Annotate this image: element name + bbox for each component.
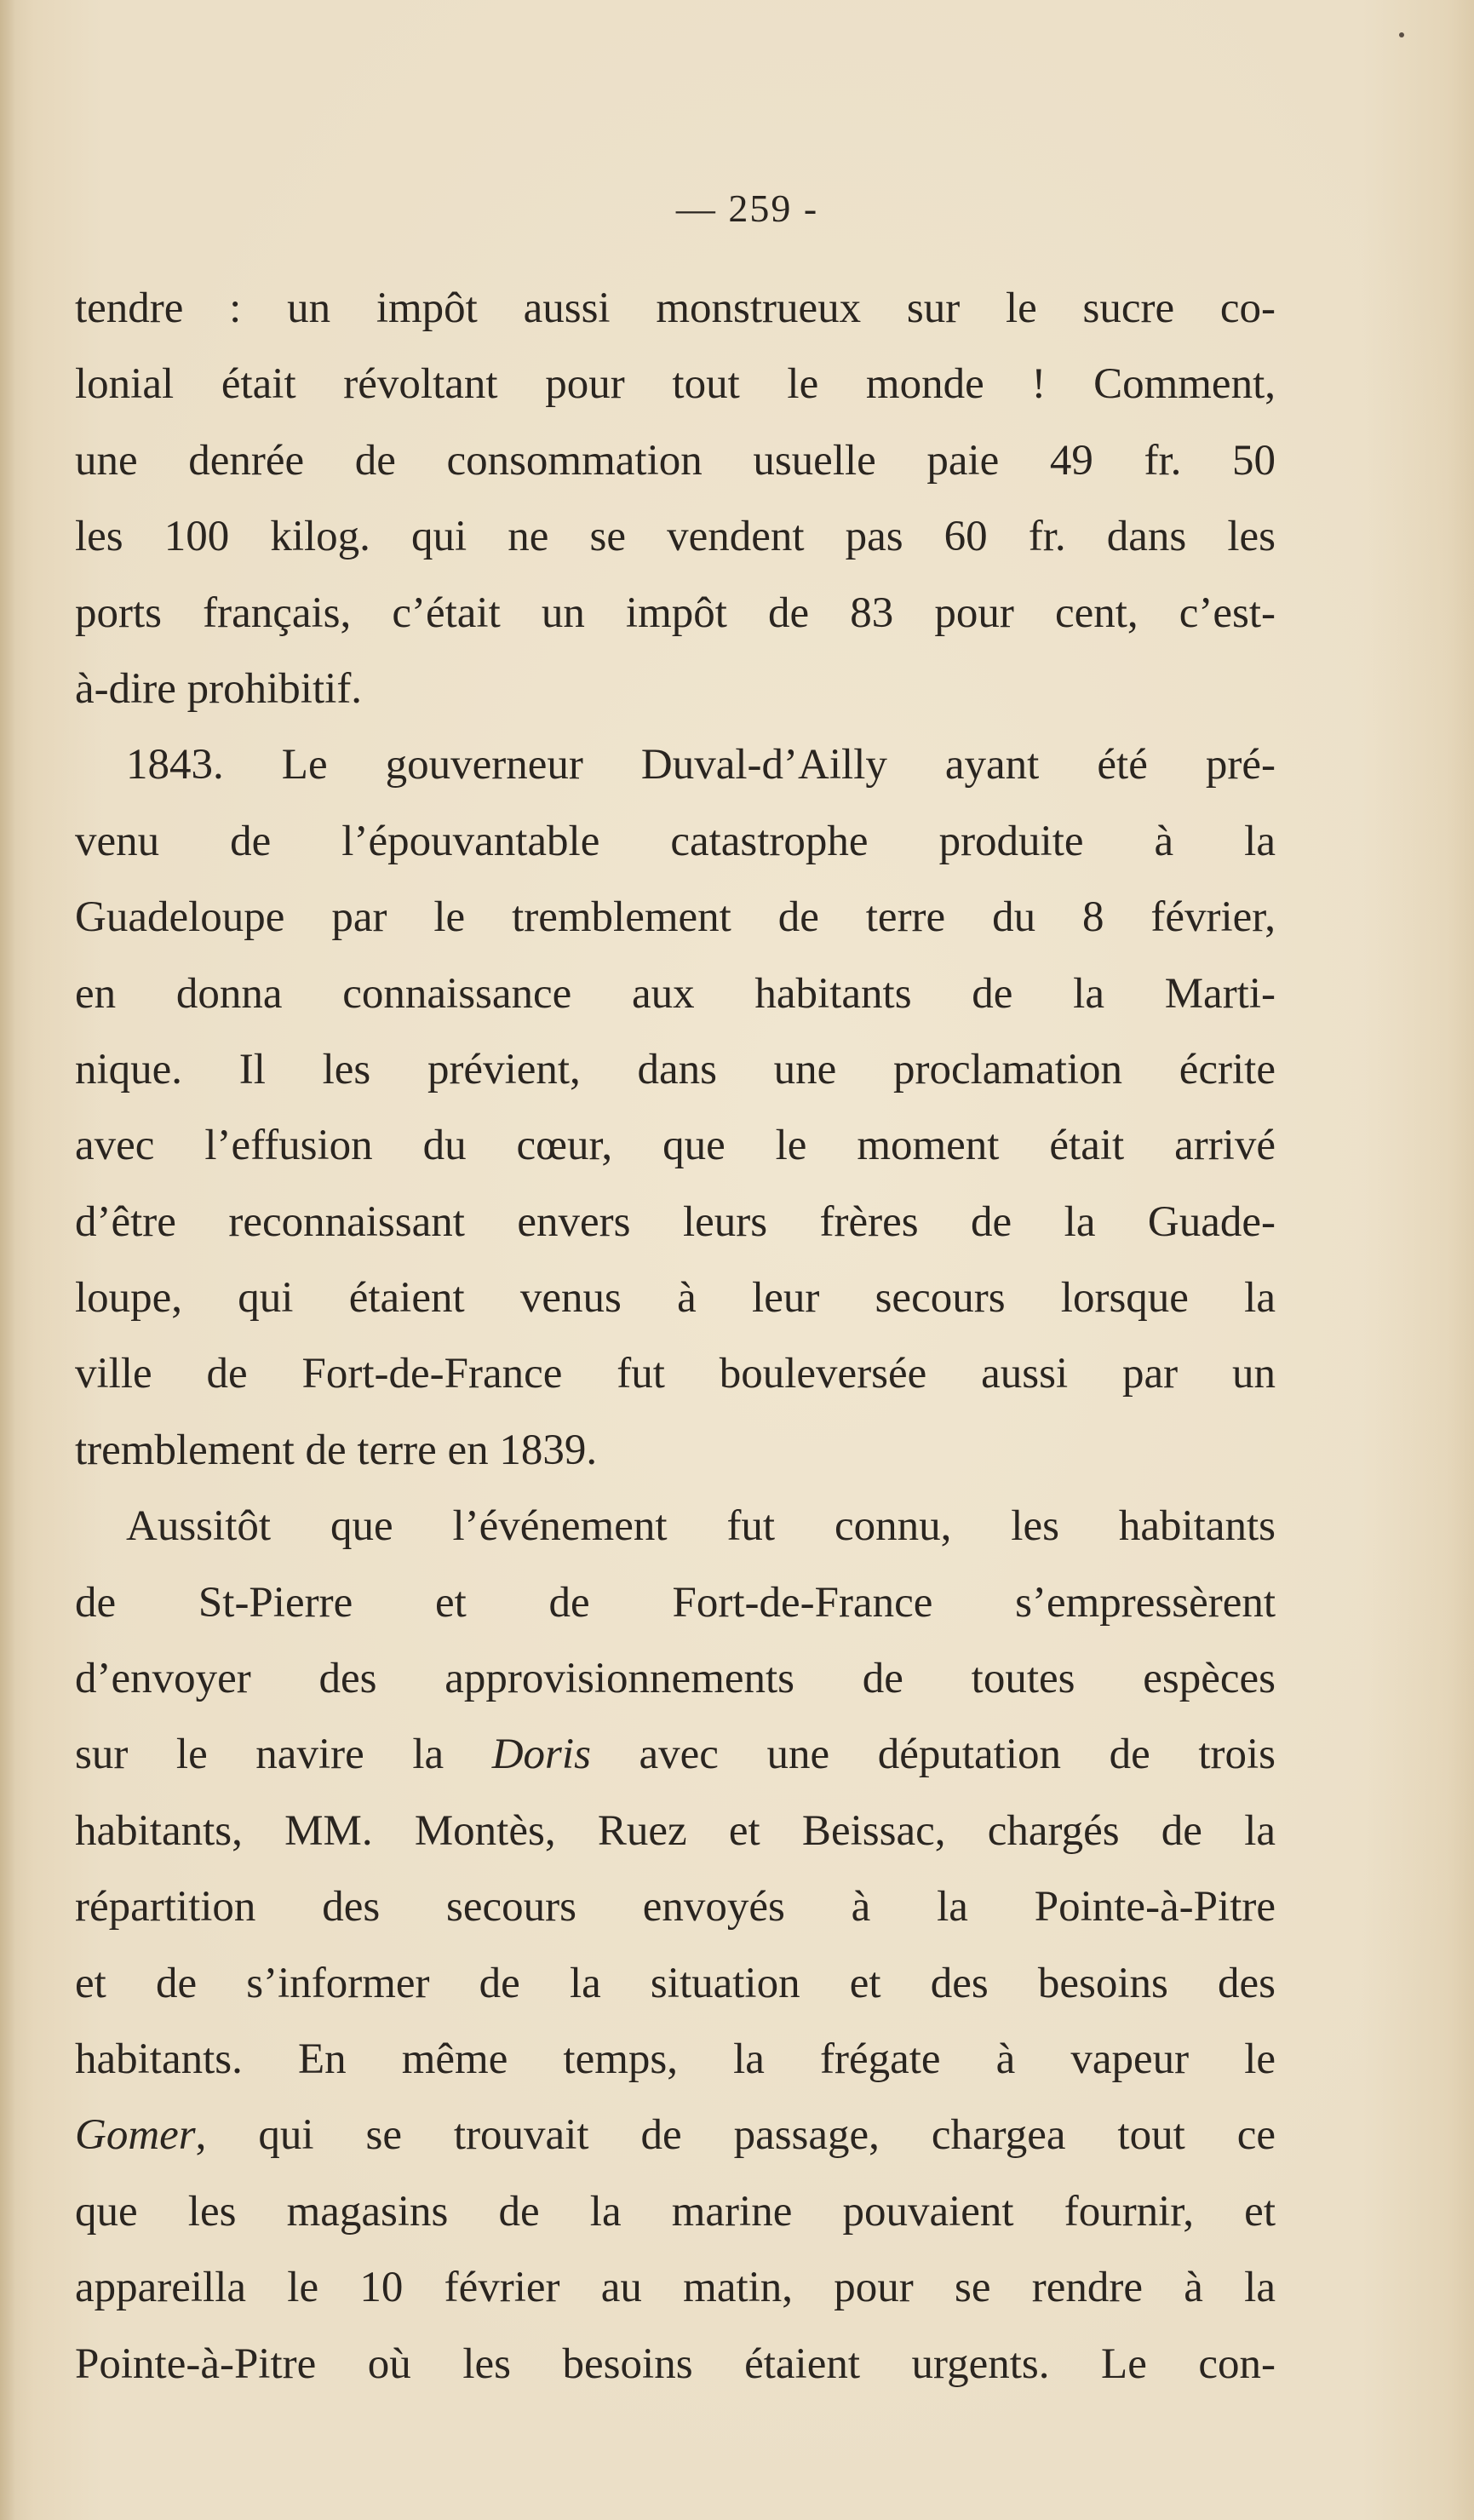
text-line: Guadeloupe par le tremblement de terre du 8 février, (75, 893, 1276, 942)
text-line: ville de Fort-de-France fut bouleversée aussi par un (75, 1350, 1276, 1398)
text-line: habitants. En même temps, la frégate à vapeur le (75, 2035, 1276, 2083)
text-line: lonial était révoltant pour tout le monde ! Comment, (75, 360, 1276, 409)
body-text (75, 271, 1276, 2402)
text-line: une denrée de consommation usuelle paie 49 fr. 50 (75, 436, 1276, 485)
text-line: 1843. Le gouverneur Duval-d’Ailly ayant été pré- (126, 741, 1276, 789)
text-line: d’être reconnaissant envers leurs frères de la Guade- (75, 1197, 1276, 1246)
text-line: venu de l’épouvantable catastrophe produite à la (75, 817, 1276, 865)
text-line: avec l’effusion du cœur, que le moment était arrivé (75, 1122, 1276, 1170)
ink-speck (1399, 32, 1404, 37)
text-line: les 100 kilog. qui ne se vendent pas 60 fr. dans les (75, 513, 1276, 561)
text-line-with-ship-name (75, 2098, 1276, 2173)
text-line: Pointe-à-Pitre où les besoins étaient urgents. Le con- (75, 2339, 1276, 2388)
text-line: en donna connaissance aux habitants de la Marti- (75, 969, 1276, 1018)
text-segment: avec une députation de trois (590, 1731, 1276, 1779)
ship-name-gomer: Gomer (75, 2111, 196, 2160)
text-line: d’envoyer des approvisionnements de toutes espèces (75, 1655, 1276, 1703)
page-gutter-shadow (0, 0, 15, 2520)
text-line: loupe, qui étaient venus à leur secours lorsque la (75, 1274, 1276, 1323)
text-line: nique. Il les prévient, dans une proclamation écrite (75, 1045, 1276, 1094)
text-line: appareilla le 10 février au matin, pour se rendre à la (75, 2264, 1276, 2312)
text-line: ports français, c’était un impôt de 83 pour cent, c’est- (75, 588, 1276, 637)
ship-name-doris: Doris (491, 1731, 591, 1779)
text-line: tendre : un impôt aussi monstrueux sur le sucre co- (75, 284, 1276, 332)
page-number: — 259 - (675, 187, 819, 230)
text-line: tremblement de terre en 1839. (75, 1426, 598, 1474)
text-segment: , qui se trouvait de passage, chargea tout ce (195, 2111, 1276, 2160)
text-line: de St-Pierre et de Fort-de-France s’empressèrent (75, 1578, 1276, 1627)
text-line: répartition des secours envoyés à la Pointe-à-Pitre (75, 1883, 1276, 1932)
text-line: habitants, MM. Montès, Ruez et Beissac, chargés de la (75, 1806, 1276, 1855)
text-line: que les magasins de la marine pouvaient fournir, et (75, 2187, 1276, 2236)
text-line: Aussitôt que l’événement fut connu, les habitants (126, 1502, 1276, 1551)
text-line: à-dire prohibitif. (75, 664, 363, 713)
text-line: et de s’informer de la situation et des besoins des (75, 1959, 1276, 2007)
text-segment: sur le navire la (75, 1731, 492, 1779)
text-line-with-ship-name (75, 1717, 1276, 1793)
